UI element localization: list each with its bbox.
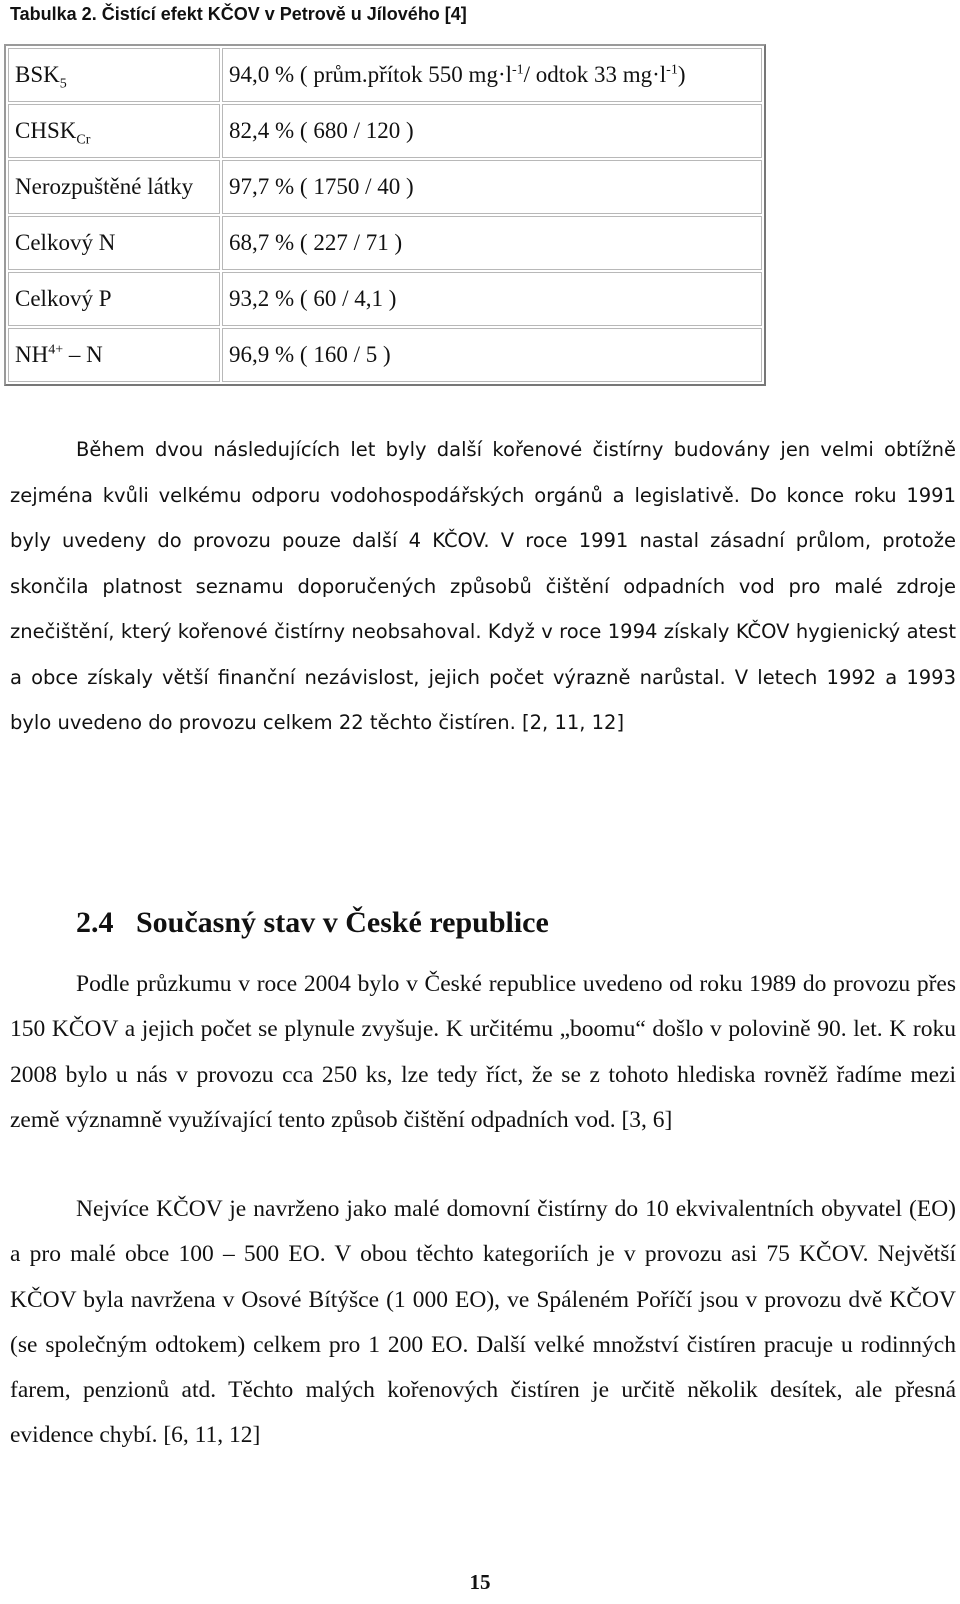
parameter-cell: Nerozpuštěné látky [8,160,220,214]
value-cell: 68,7 % ( 227 / 71 ) [222,216,762,270]
parameter-cell [8,48,220,102]
parameter-superscript: 4+ [48,342,64,358]
table-row [8,328,762,382]
parameter-cell [8,104,220,158]
section-heading [76,906,549,940]
parameter-name: CHSK [15,118,77,143]
parameter-subscript: Cr [76,132,91,148]
parameter-cell [8,328,220,382]
table-row [8,160,762,214]
value-cell: 97,7 % ( 1750 / 40 ) [222,160,762,214]
table-row [8,104,762,158]
value-cell: 94,0 % ( prům.přítok 550 $mg\cdot l^{-1}/$ odtok 33 $mg\cdot l^{-1}$) [222,48,762,102]
page-number: 15 [469,1570,491,1594]
section-number: 2.4 [76,906,114,939]
cleaning-effect-table [4,44,766,386]
parameter-name-tail: – N [63,342,103,367]
value-cell: 82,4 % ( 680 / 120 ) [222,104,762,158]
parameter-name: BSK [15,62,60,87]
table-row [8,216,762,270]
parameter-cell: Celkový N [8,216,220,270]
section-title: Současný stav v České republice [136,906,549,939]
table-row [8,48,762,102]
paragraph-history: Během dvou následujících let byly další kořenové čistírny budovány jen velmi obtížně zejména kvůli velkému odporu vodohospodářských orgánů a legislativě. Do konce roku 1991 byly uvedeny do provozu pouze další 4 KČOV. V roce 1991 nastal zásadní průlom, protože skončila platnost seznamu doporučených způsobů čištění odpadních vod pro malé zdroje znečištění, který kořenové čistírny neobsahoval. Když v roce 1994 získaly KČOV hygienický atest a obce získaly větší finanční nezávislost, jejich počet výrazně narůstal. V letech 1992 a 1993 bylo uvedeno do provozu celkem 22 těchto čistíren. [2, 11, 12] [10,438,956,734]
table-body [8,48,762,382]
parameter-name: NH [15,342,49,367]
value-cell: 93,2 % ( 60 / 4,1 ) [222,272,762,326]
value-cell: 96,9 % ( 160 / 5 ) [222,328,762,382]
paragraph-survey: Podle průzkumu v roce 2004 bylo v České republice uvedeno od roku 1989 do provozu přes 150 KČOV a jejich počet se plynule zvyšuje. K určitému „boomu“ došlo v polovině 90. let. K roku 2008 bylo u nás v provozu cca 250 ks, lze tedy říct, že se z tohoto hlediska rovněž řadíme mezi země významně využívající tento způsob čištění odpadních vod. [3, 6] [10,971,956,1133]
table-row [8,272,762,326]
table-caption: Tabulka 2. Čistící efekt KČOV v Petrově u Jílového [4] [10,4,467,24]
parameter-subscript: 5 [59,76,67,92]
parameter-cell: Celkový P [8,272,220,326]
paragraph-sizes: Nejvíce KČOV je navrženo jako malé domovní čistírny do 10 ekvivalentních obyvatel (EO) a pro malé obce 100 – 500 EO. V obou těchto kategoriích je v provozu asi 75 KČOV. Největší KČOV byla navržena v Osové Bítýšce (1 000 EO), ve Spáleném Poříčí jsou v provozu dvě KČOV (se společným odtokem) celkem pro 1 200 EO. Další velké množství čistíren pracuje u rodinných farem, penzionů atd. Těchto malých kořenových čistíren je určitě několik desítek, ale přesná evidence chybí. [6, 11, 12] [10,1196,956,1449]
